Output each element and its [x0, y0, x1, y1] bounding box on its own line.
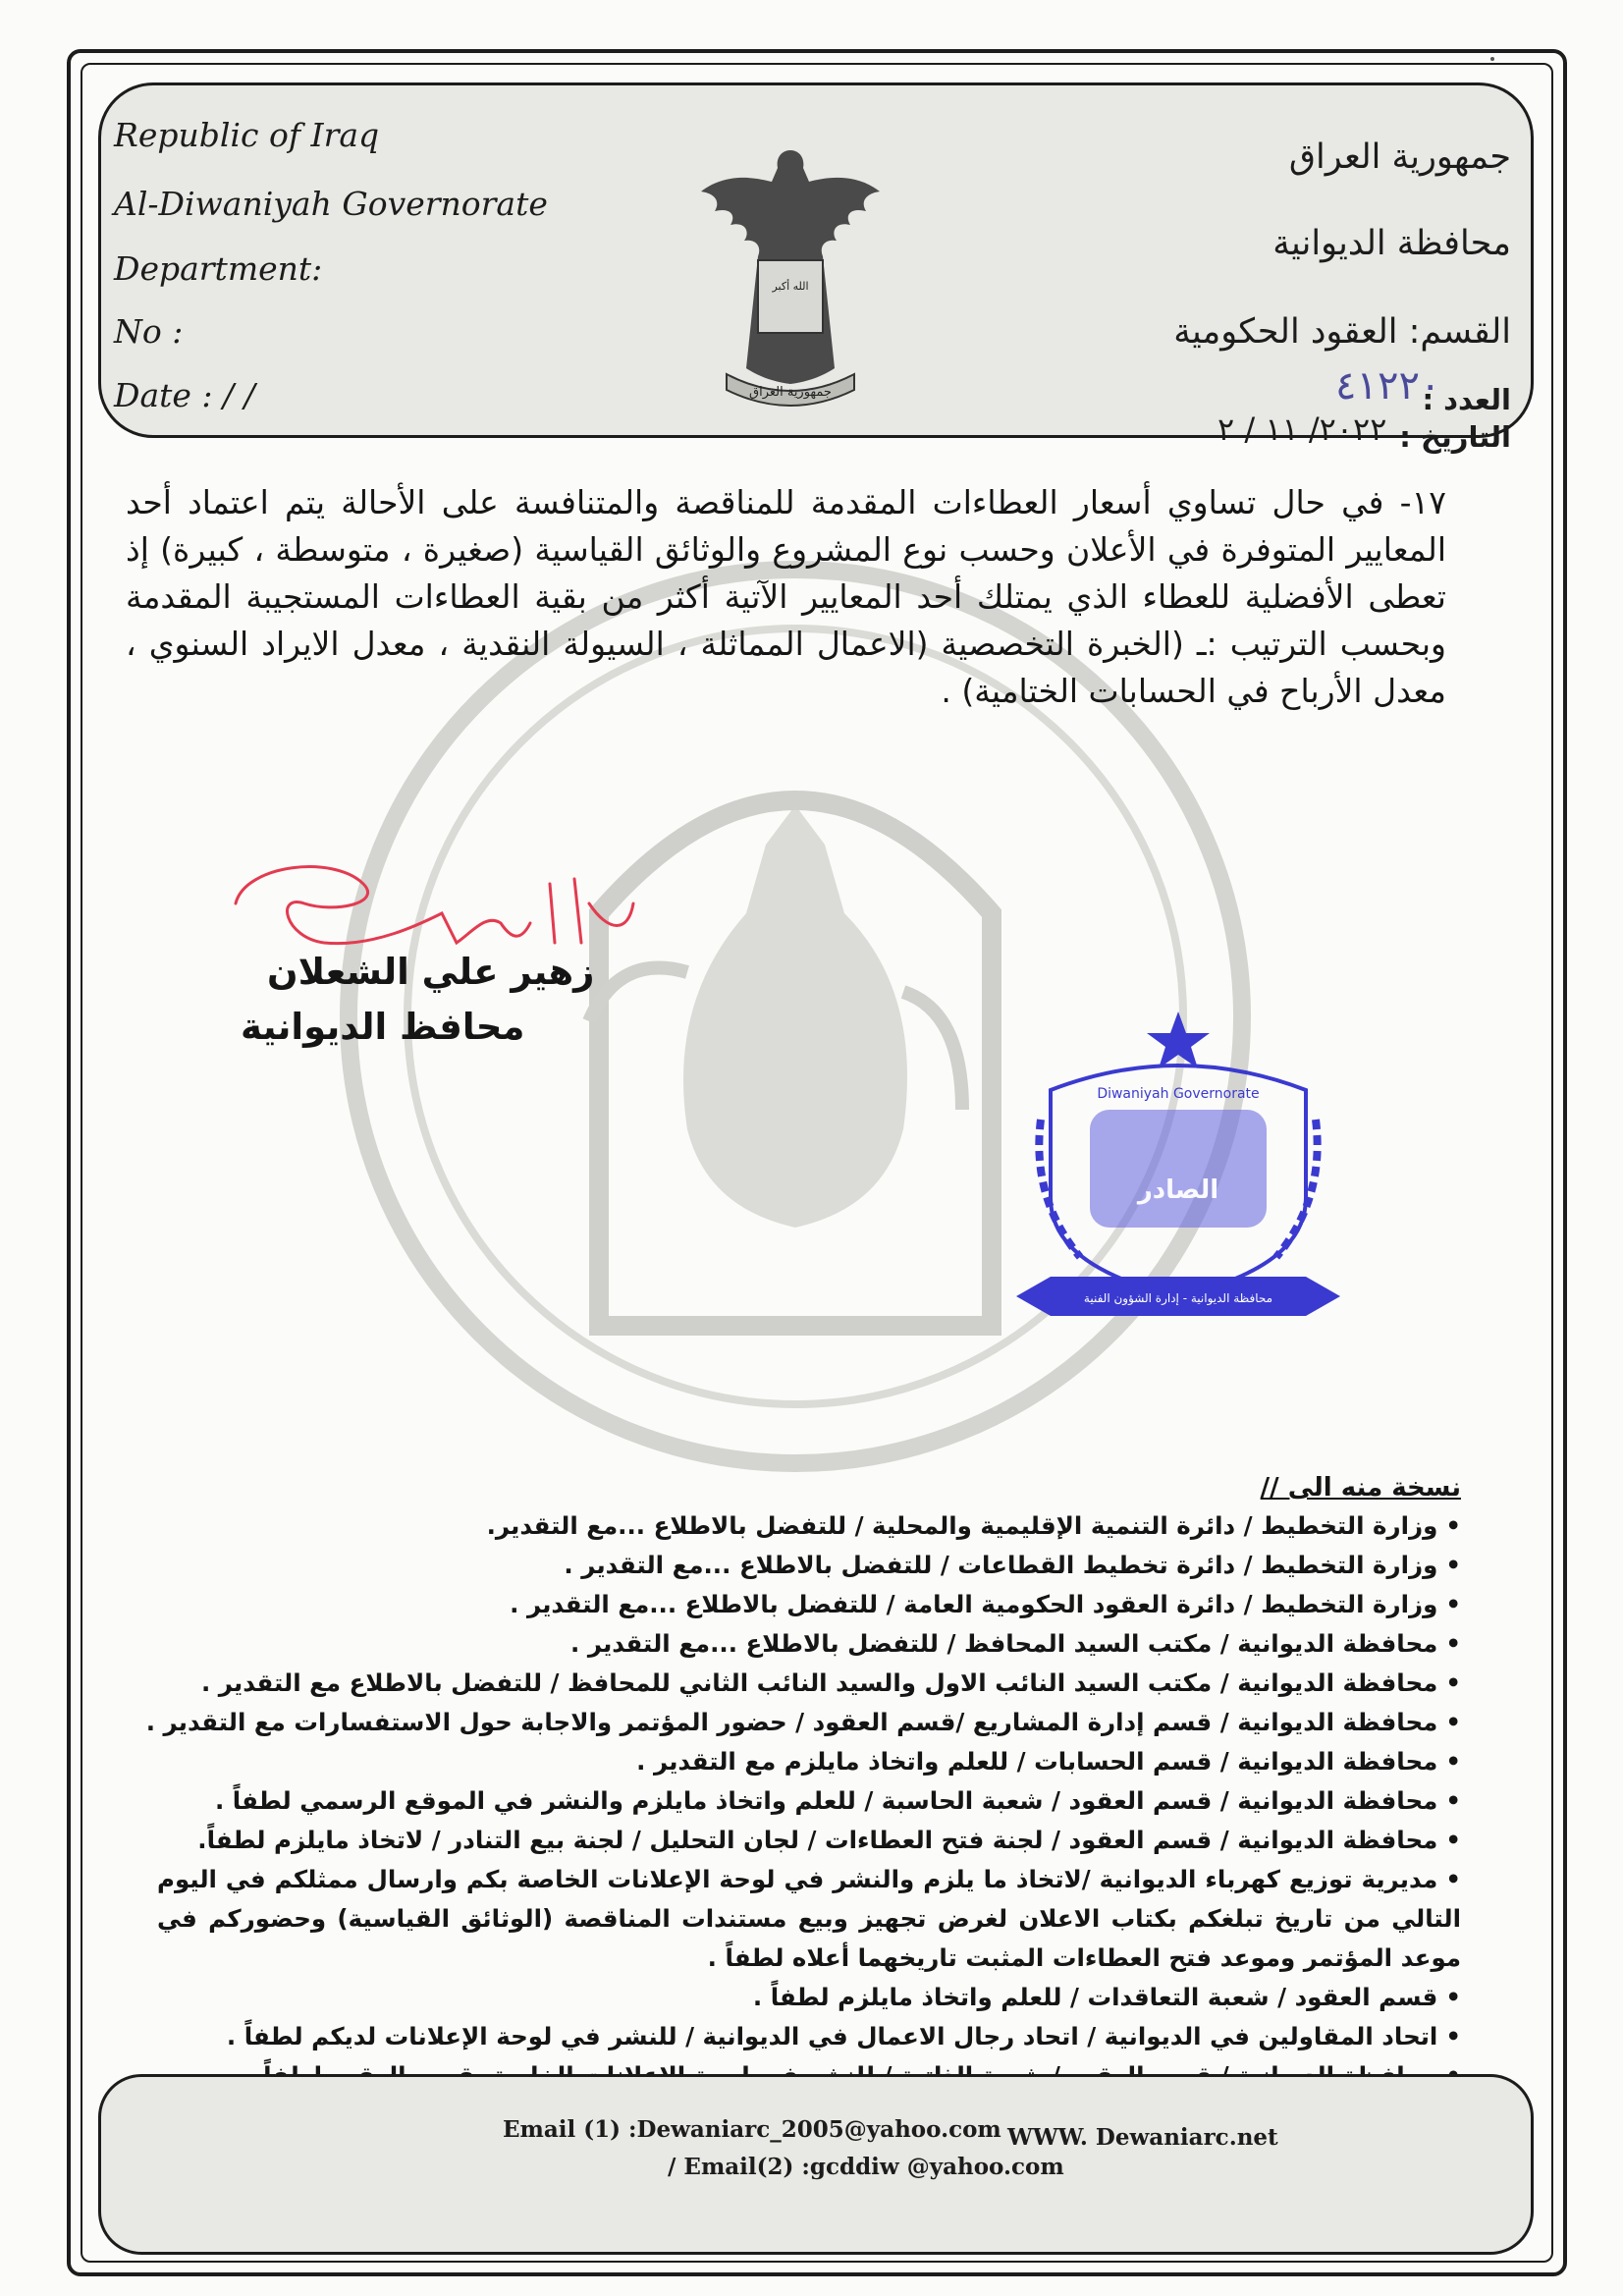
footer-email-2: / Email(2) :gcddiw @yahoo.com — [668, 2154, 1064, 2180]
list-item: •مديرية توزيع كهرباء الديوانية /لاتخاذ ما يلزم والنشر في لوحة الإعلانات الخاصة بكم وارسال ممثلكم في اليوم التالي من تاريخ تبلغكم بكتاب الاعلان لغرض تجهيز وبيع مستندات المناقصة (الوثائق القياسية) وحضوركم في موعد المؤتمر وموعد فتح العطاءات المثبت تاريخهما أعلاه لطفاً . — [157, 1865, 1461, 1972]
footer-email-1: Email (1) :Dewaniarc_2005@yahoo.com — [503, 2116, 1001, 2143]
header-ar-governorate: محافظة الديوانية — [1272, 224, 1511, 263]
list-item: •محافظة الديوانية / قسم الحسابات / للعلم واتخاذ مايلزم مع التقدير . — [636, 1747, 1461, 1776]
header-en-governorate: Al-Diwaniyah Governorate — [114, 185, 548, 223]
header-en-no: No : — [114, 312, 184, 351]
list-item: •محافظة الديوانية / مكتب السيد المحافظ / للتفضل بالاطلاع ...مع التقدير . — [570, 1629, 1461, 1658]
header-ar-country: جمهورية العراق — [1288, 137, 1511, 177]
list-item: •محافظة الديوانية / قسم العقود / شعبة الحاسبة / للعلم واتخاذ مايلزم والنشر في الموقع الرسمي لطفاً . — [214, 1786, 1461, 1815]
header-ar-date-label: التاريخ : — [1399, 420, 1511, 454]
list-item: •وزارة التخطيط / دائرة تخطيط القطاعات / للتفضل بالاطلاع ...مع التقدير . — [564, 1551, 1461, 1579]
header-en-country: Republic of Iraq — [114, 116, 380, 154]
copy-to-list — [145, 1473, 1461, 2096]
header-ar-date-value: ٢٠٢٢/ ١١ / ٢ — [1217, 410, 1387, 448]
list-item: •وزارة التخطيط / دائرة التنمية الإقليمية والمحلية / للتفضل بالاطلاع ...مع التقدير. — [486, 1511, 1461, 1540]
stamp-arc-text: Diwaniyah Governorate — [1097, 1086, 1260, 1102]
stamp-ribbon-text: محافظة الديوانية - إدارة الشؤون الفنية — [1083, 1291, 1273, 1305]
header-ar-number-label: العدد : — [1422, 383, 1511, 416]
header-en-department: Department: — [114, 249, 323, 288]
list-item: •محافظة الديوانية / قسم إدارة المشاريع /قسم العقود / حضور المؤتمر والاجابة حول الاستفسارات مع التقدير . — [145, 1708, 1461, 1736]
header-ar-number-value: ٤١٢٢٠ — [1335, 363, 1441, 409]
list-item: •قسم العقود / شعبة التعاقدات / للعلم واتخاذ مايلزم لطفاً . — [752, 1983, 1461, 2011]
iraq-eagle-emblem-icon — [687, 142, 893, 417]
footer-website: WWW. Dewaniarc.net — [1007, 2124, 1278, 2151]
signatory-name: زهير علي الشعلان — [267, 951, 595, 993]
header-en-date: Date : / / — [114, 376, 255, 414]
copy-to-title: نسخة منه الى // — [1260, 1473, 1461, 1503]
list-item: •محافظة الديوانية / مكتب السيد النائب الاول والسيد النائب الثاني للمحافظ / للتفضل بالاطلاع مع التقدير . — [200, 1668, 1461, 1697]
stamp-center-text: الصادر — [1137, 1175, 1219, 1205]
scan-speck — [1490, 57, 1494, 61]
list-item: •اتحاد المقاولين في الديوانية / اتحاد رجال الاعمال في الديوانية / للنشر في لوحة الإعلانات لديكم لطفاً . — [226, 2022, 1461, 2050]
body-paragraph: ١٧- في حال تساوي أسعار العطاءات المقدمة للمناقصة والمتنافسة على الأحالة يتم اعتماد أحد المعايير المتوفرة في الأعلان وحسب نوع المشروع والوثائق القياسية (صغيرة ، متوسطة ، كبيرة) إذ تعطى الأفضلية للعطاء الذي يمتلك أحد المعايير الآتية أكثر من بقية العطاءات المستجيبة المقدمة وبحسب الترتيب :ـ (الخبرة التخصصية (الاعمال المماثلة ، السيولة النقدية ، معدل الايراد السنوي ، معدل الأرباح في الحسابات الختامية) . — [126, 483, 1446, 710]
header-ar-department: القسم: العقود الحكومية — [1173, 312, 1511, 352]
emblem-shield-text: الله أكبر — [772, 280, 809, 293]
signatory-title: محافظ الديوانية — [241, 1006, 525, 1048]
list-item: •محافظة الديوانية / قسم العقود / لجنة فتح العطاءات / لجان التحليل / لجنة بيع التنادر / لاتخاذ مايلزم لطفاً. — [197, 1826, 1461, 1854]
governorate-stamp-icon — [1011, 1002, 1345, 1345]
emblem-scroll-text: جمهورية العراق — [749, 385, 832, 400]
list-item: •وزارة التخطيط / دائرة العقود الحكومية العامة / للتفضل بالاطلاع ...مع التقدير . — [510, 1590, 1461, 1618]
